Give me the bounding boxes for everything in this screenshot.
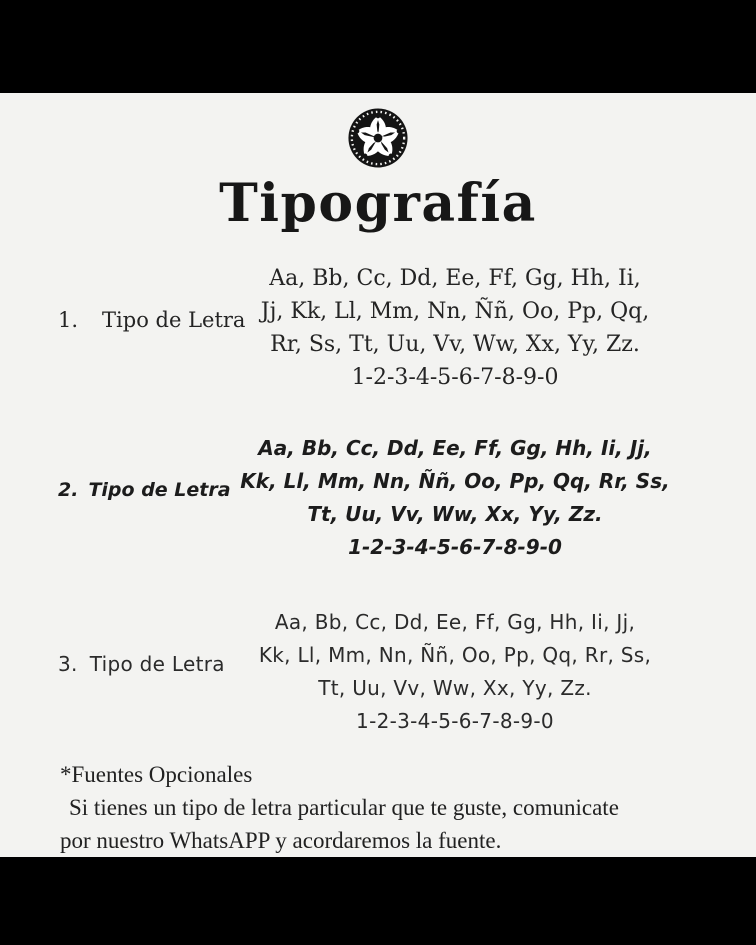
numbers-line: 1-2-3-4-5-6-7-8-9-0: [356, 709, 554, 733]
font-3-label: [58, 652, 225, 676]
alphabet-line: Rr, Ss, Tt, Uu, Vv, Ww, Xx, Yy, Zz.: [270, 332, 640, 357]
font-1-alphabet: [192, 262, 718, 394]
alphabet-line: Aa, Bb, Cc, Dd, Ee, Ff, Gg, Hh, Ii, Jj,: [258, 436, 652, 460]
font-2-number: 2.: [58, 479, 79, 502]
poster-content: [0, 93, 756, 857]
font-sample-section-3: [0, 606, 756, 738]
note-line-1: Si tienes un tipo de letra particular que te guste, comunicate: [69, 795, 619, 820]
numbers-line: 1-2-3-4-5-6-7-8-9-0: [348, 535, 562, 559]
font-3-alphabet: [192, 606, 718, 738]
flower-emblem-icon: [347, 107, 409, 169]
font-3-number: 3.: [58, 652, 78, 677]
top-letterbox-bar: [0, 0, 756, 93]
alphabet-line: Kk, Ll, Mm, Nn, Ññ, Oo, Pp, Qq, Rr, Ss,: [258, 643, 652, 667]
alphabet-line: Tt, Uu, Vv, Ww, Xx, Yy, Zz.: [318, 676, 592, 700]
font-1-name: Tipo de Letra: [102, 308, 246, 333]
alphabet-line: Jj, Kk, Ll, Mm, Nn, Ññ, Oo, Pp, Qq,: [260, 299, 650, 324]
note-line-2: por nuestro WhatsAPP y acordaremos la fuente.: [60, 828, 502, 853]
alphabet-line: Kk, Ll, Mm, Nn, Ññ, Oo, Pp, Qq, Rr, Ss,: [240, 469, 670, 493]
note-title: *Fuentes Opcionales: [60, 762, 253, 787]
alphabet-line: Aa, Bb, Cc, Dd, Ee, Ff, Gg, Hh, Ii,: [269, 266, 641, 291]
bottom-letterbox-bar: [0, 857, 756, 945]
alphabet-line: Aa, Bb, Cc, Dd, Ee, Ff, Gg, Hh, Ii, Jj,: [274, 610, 636, 634]
font-1-label: [58, 308, 245, 332]
font-2-label: [58, 479, 231, 501]
font-3-name: Tipo de Letra: [89, 652, 225, 677]
font-2-name: Tipo de Letra: [88, 479, 231, 502]
font-2-alphabet: [192, 432, 718, 564]
font-sample-section-1: [0, 262, 756, 394]
alphabet-line: Tt, Uu, Vv, Ww, Xx, Yy, Zz.: [307, 502, 603, 526]
font-sample-section-2: [0, 432, 756, 564]
numbers-line: 1-2-3-4-5-6-7-8-9-0: [351, 365, 559, 390]
font-1-number: 1.: [58, 308, 79, 333]
page-title: Tipografía: [219, 173, 537, 234]
optional-fonts-note: [60, 758, 722, 857]
